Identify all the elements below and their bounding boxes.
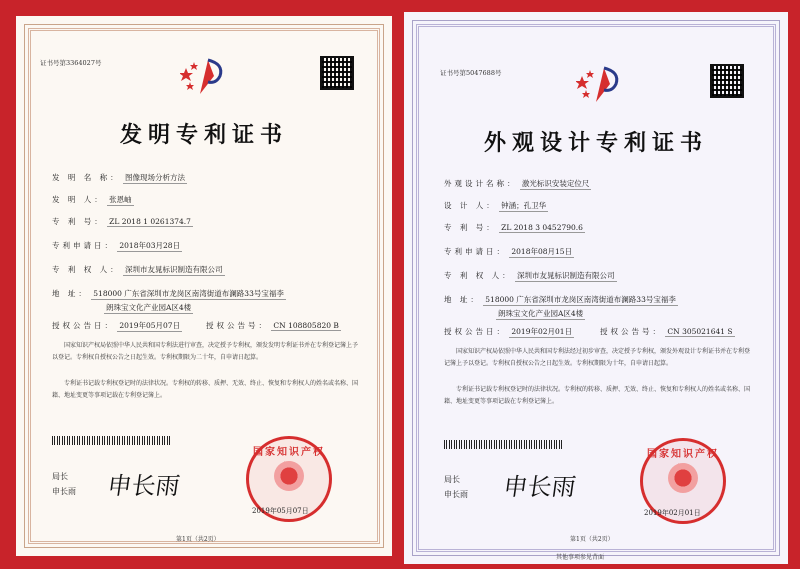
grant-date-value: 2019年05月07日 [119, 321, 181, 330]
filing-date-row [444, 246, 574, 258]
patentee-label: 专 利 权 人： [52, 265, 121, 274]
certificate-statement: 国家知识产权局依照中华人民共和国专利法经过初步审查，决定授予专利权，颁发外观设计专利证书并在专利登记簿上予以登记。专利权自授权公告之日起生效。专利权期限为十年，自申请日起算。 [444, 348, 751, 367]
seal-date: 2019年05月07日 [252, 507, 309, 515]
director-name: 申长雨 [52, 487, 76, 496]
filing-date-label: 专利申请日： [52, 241, 115, 250]
qr-code [320, 56, 354, 90]
address-line-1: 518000 广东省深圳市龙岗区南湾街道布澜路33号宝福李 [93, 289, 284, 298]
designer-label: 设 计 人： [444, 201, 497, 210]
inventor-value: 张恩岫 [109, 195, 132, 204]
address-row-2 [104, 302, 193, 314]
footer-note: 其他事项参见背面 [556, 554, 605, 561]
grant-date-row [52, 320, 182, 332]
filing-date-value: 2018年03月28日 [119, 241, 181, 250]
design-name-value: 激光标识安装定位尺 [521, 179, 590, 188]
patent-number-value: ZL 2018 3 0452790.6 [501, 223, 583, 232]
certificate-statement: 国家知识产权局依照中华人民共和国专利法进行审查，决定授予专利权，颁发发明专利证书并在专利登记簿上予以登记。专利权自授权公告之日起生效。专利权期限为二十年，自申请日起算。 [52, 342, 359, 361]
patent-number-row [52, 216, 193, 227]
patent-number-label: 专 利 号： [52, 217, 105, 226]
patentee-value: 深圳市友晁标识制造有限公司 [517, 271, 615, 280]
director-title: 局长 [52, 472, 68, 481]
address-row [52, 288, 286, 300]
cnipa-logo-icon [180, 56, 226, 96]
address-line-1: 518000 广东省深圳市龙岗区南湾街道布澜路33号宝福李 [485, 295, 676, 304]
address-line-2: 朗珠宝文化产业园A区4楼 [498, 309, 584, 318]
grant-date-label: 授权公告日： [52, 321, 115, 330]
address-line-2: 朗珠宝文化产业园A区4楼 [106, 303, 192, 312]
patentee-value: 深圳市友晁标识制造有限公司 [125, 265, 223, 274]
filing-date-row [52, 240, 182, 252]
grant-number-row [206, 320, 341, 331]
grant-number-label: 授权公告号： [600, 327, 663, 336]
patentee-label: 专 利 权 人： [444, 271, 513, 280]
inventor-label: 发 明 人： [52, 195, 105, 204]
filing-date-label: 专利申请日： [444, 247, 507, 256]
director-title: 局长 [444, 475, 460, 484]
certificate-title: 外观设计专利证书 [483, 130, 708, 156]
certificate-title: 发明专利证书 [119, 122, 288, 148]
director-signature: 申长雨 [501, 473, 578, 501]
qr-code [710, 64, 744, 98]
grant-date-value: 2019年02月01日 [511, 327, 573, 336]
designer-row [444, 200, 548, 212]
design-name-row [444, 178, 591, 190]
certificate-number: 证书号第5047688号 [440, 69, 502, 77]
grant-date-row [444, 326, 574, 338]
invention-name-label: 发 明 名 称： [52, 173, 121, 182]
designer-value: 钟涵；孔卫华 [501, 201, 547, 210]
barcode [52, 436, 172, 445]
director-signature: 申长雨 [105, 472, 182, 500]
certificate-legal-note: 专利证书记载专利权登记时的法律状况。专利权的转移、质押、无效、终止、恢复和专利权人的姓名或名称、国籍、地址变更等事项记载在专利登记簿上。 [52, 380, 359, 399]
seal-text: 国家知识产权 [647, 449, 719, 460]
cnipa-logo-icon [576, 64, 622, 104]
patentee-row [52, 264, 225, 276]
certificate-legal-note: 专利证书记载专利权登记时的法律状况。专利权的转移、质押、无效、终止、恢复和专利权人的姓名或名称、国籍、地址变更等事项记载在专利登记簿上。 [444, 386, 751, 405]
inventor-row [52, 194, 134, 206]
national-emblem-icon [668, 463, 698, 493]
patent-number-row [444, 222, 585, 233]
barcode [444, 440, 564, 449]
grant-number-value: CN 305021641 S [667, 327, 733, 336]
patentee-row [444, 270, 617, 282]
invention-patent-certificate [16, 16, 392, 556]
design-name-label: 外观设计名称： [444, 179, 518, 188]
seal-text: 国家知识产权 [253, 447, 325, 458]
design-patent-certificate [404, 12, 788, 564]
grant-number-label: 授权公告号： [206, 321, 269, 330]
patent-number-label: 专 利 号： [444, 223, 497, 232]
director-name: 申长雨 [444, 490, 468, 499]
page-number: 第1页（共2页） [176, 536, 220, 543]
address-row-2 [496, 308, 585, 320]
seal-date: 2019年02月01日 [644, 509, 701, 517]
address-label: 地 址： [52, 289, 89, 298]
grant-number-value: CN 108805820 B [273, 321, 339, 330]
invention-name-row [52, 172, 187, 184]
address-row [444, 294, 678, 306]
address-label: 地 址： [444, 295, 481, 304]
grant-date-label: 授权公告日： [444, 327, 507, 336]
filing-date-value: 2018年08月15日 [511, 247, 573, 256]
patent-number-value: ZL 2018 1 0261374.7 [109, 217, 191, 226]
grant-number-row [600, 326, 735, 337]
certificate-number: 证书号第3364027号 [40, 59, 102, 67]
page-number: 第1页（共2页） [570, 536, 614, 543]
national-emblem-icon [274, 461, 304, 491]
invention-name-value: 图像现场分析方法 [125, 173, 186, 182]
